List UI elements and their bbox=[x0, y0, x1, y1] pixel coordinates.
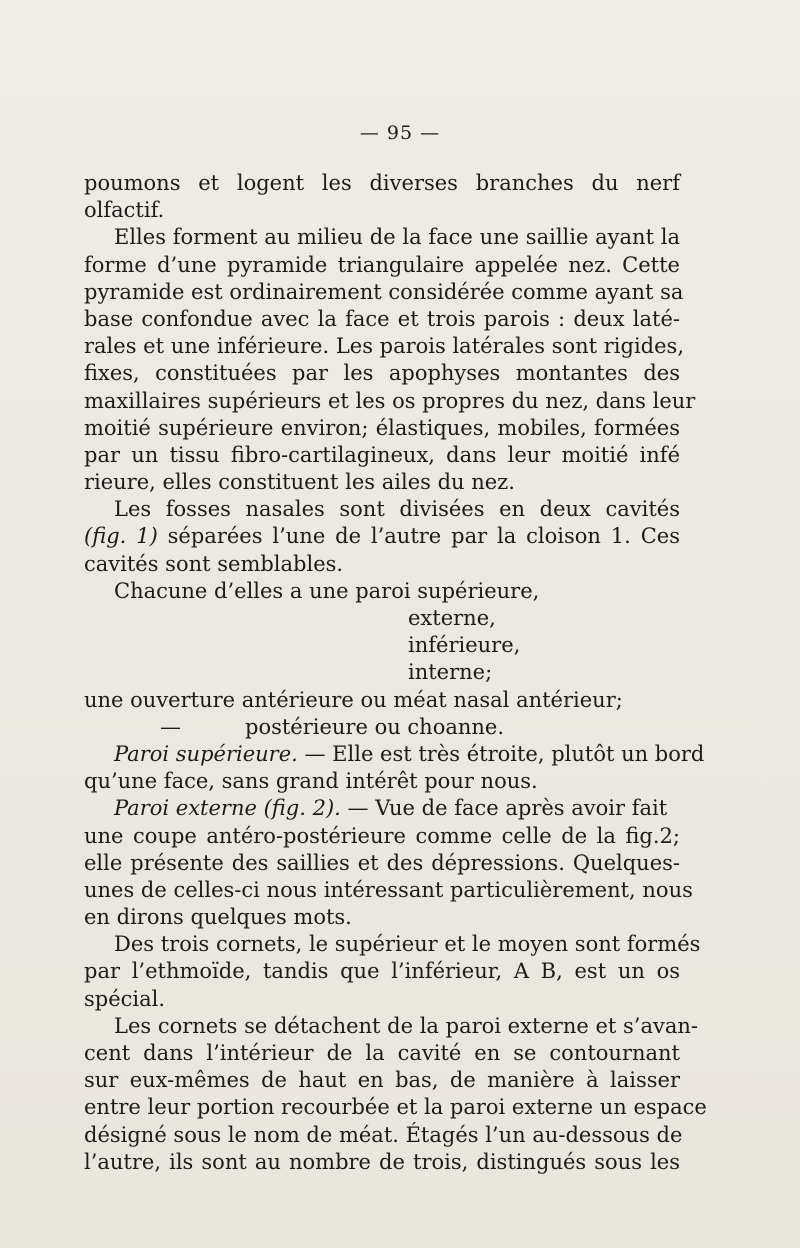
figure-reference: (fig. 1) bbox=[84, 524, 158, 549]
text-line: désigné sous le nom de méat. Étagés l’un au-dessous de bbox=[84, 1122, 683, 1147]
figure-reference: (fig. 2). bbox=[263, 796, 341, 821]
text-line: une coupe antéro-postérieure comme celle de la fig.2; bbox=[84, 823, 680, 848]
text-line: interne; bbox=[408, 660, 493, 685]
text-line: externe, bbox=[408, 606, 496, 630]
text-fragment: — Vue de face après avoir fait bbox=[347, 796, 668, 821]
text-line: l’autre, ils sont au nombre de trois, distingués sous les bbox=[84, 1149, 680, 1174]
text-line: cent dans l’intérieur de la cavité en se contournant bbox=[84, 1041, 680, 1065]
text-line: poumons et logent les diverses branches du nerf bbox=[84, 171, 680, 195]
text-line: qu’une face, sans grand intérêt pour nous. bbox=[84, 769, 538, 794]
text-line: moitié supérieure environ; élastiques, mobiles, formées bbox=[84, 415, 680, 440]
text-line: en dirons quelques mots. bbox=[84, 905, 352, 930]
text-line: entre leur portion recourbée et la paroi externe un espace bbox=[84, 1095, 707, 1120]
text-line: Chacune d’elles a une paroi supérieure, bbox=[114, 578, 540, 603]
text-fragment: — Elle est très étroite, plutôt un bord bbox=[304, 741, 705, 766]
text-line: par un tissu fibro-cartilagineux, dans leur moitié infé bbox=[84, 442, 680, 467]
text-line bbox=[84, 714, 680, 741]
text-line bbox=[84, 523, 680, 550]
text-line: inférieure, bbox=[408, 633, 521, 658]
body-text bbox=[84, 170, 707, 1176]
text-line: sur eux-mêmes de haut en bas, de manière à laisser bbox=[84, 1068, 680, 1093]
text-fragment: postérieure ou choanne. bbox=[245, 714, 505, 739]
text-line: elle présente des saillies et des dépressions. Quelques- bbox=[84, 850, 680, 875]
text-line: Elles forment au milieu de la face une saillie ayant la bbox=[114, 225, 680, 250]
text-line: par l’ethmoïde, tandis que l’inférieur, A B, est un os bbox=[84, 959, 680, 984]
text-line: Les fosses nasales sont divisées en deux cavités bbox=[114, 497, 680, 522]
page-number: — 95 — bbox=[359, 122, 441, 144]
text-line: fixes, constituées par les apophyses montantes des bbox=[84, 361, 680, 386]
text-line: Les cornets se détachent de la paroi externe et s’avan- bbox=[114, 1013, 698, 1038]
ditto-dash: — bbox=[160, 714, 181, 739]
text-line: spécial. bbox=[84, 986, 166, 1011]
text-line: cavités sont semblables. bbox=[84, 551, 344, 576]
text-line: rales et une inférieure. Les parois latérales sont rigides, bbox=[84, 334, 685, 359]
text-line: rieure, elles constituent les ailes du nez. bbox=[84, 470, 515, 495]
text-line: forme d’une pyramide triangulaire appelée nez. Cette bbox=[84, 252, 680, 277]
text-line: pyramide est ordinairement considérée comme ayant sa bbox=[84, 279, 684, 304]
text-line: base confondue avec la face et trois parois : deux laté- bbox=[84, 306, 680, 331]
text-line bbox=[84, 741, 705, 768]
text-line: unes de celles-ci nous intéressant particulièrement, nous bbox=[84, 877, 693, 902]
text-line: maxillaires supérieurs et les os propres du nez, dans leur bbox=[84, 388, 696, 413]
section-heading: Paroi supérieure. bbox=[114, 741, 298, 766]
section-heading: Paroi externe bbox=[114, 796, 257, 821]
text-fragment: séparées l’une de l’autre par la cloison 1. Ces bbox=[167, 524, 680, 549]
text-line: une ouverture antérieure ou méat nasal antérieur; bbox=[84, 687, 623, 712]
text-line: Des trois cornets, le supérieur et le moyen sont formés bbox=[114, 932, 701, 957]
text-line: olfactif. bbox=[84, 198, 165, 223]
text-line bbox=[84, 795, 680, 822]
